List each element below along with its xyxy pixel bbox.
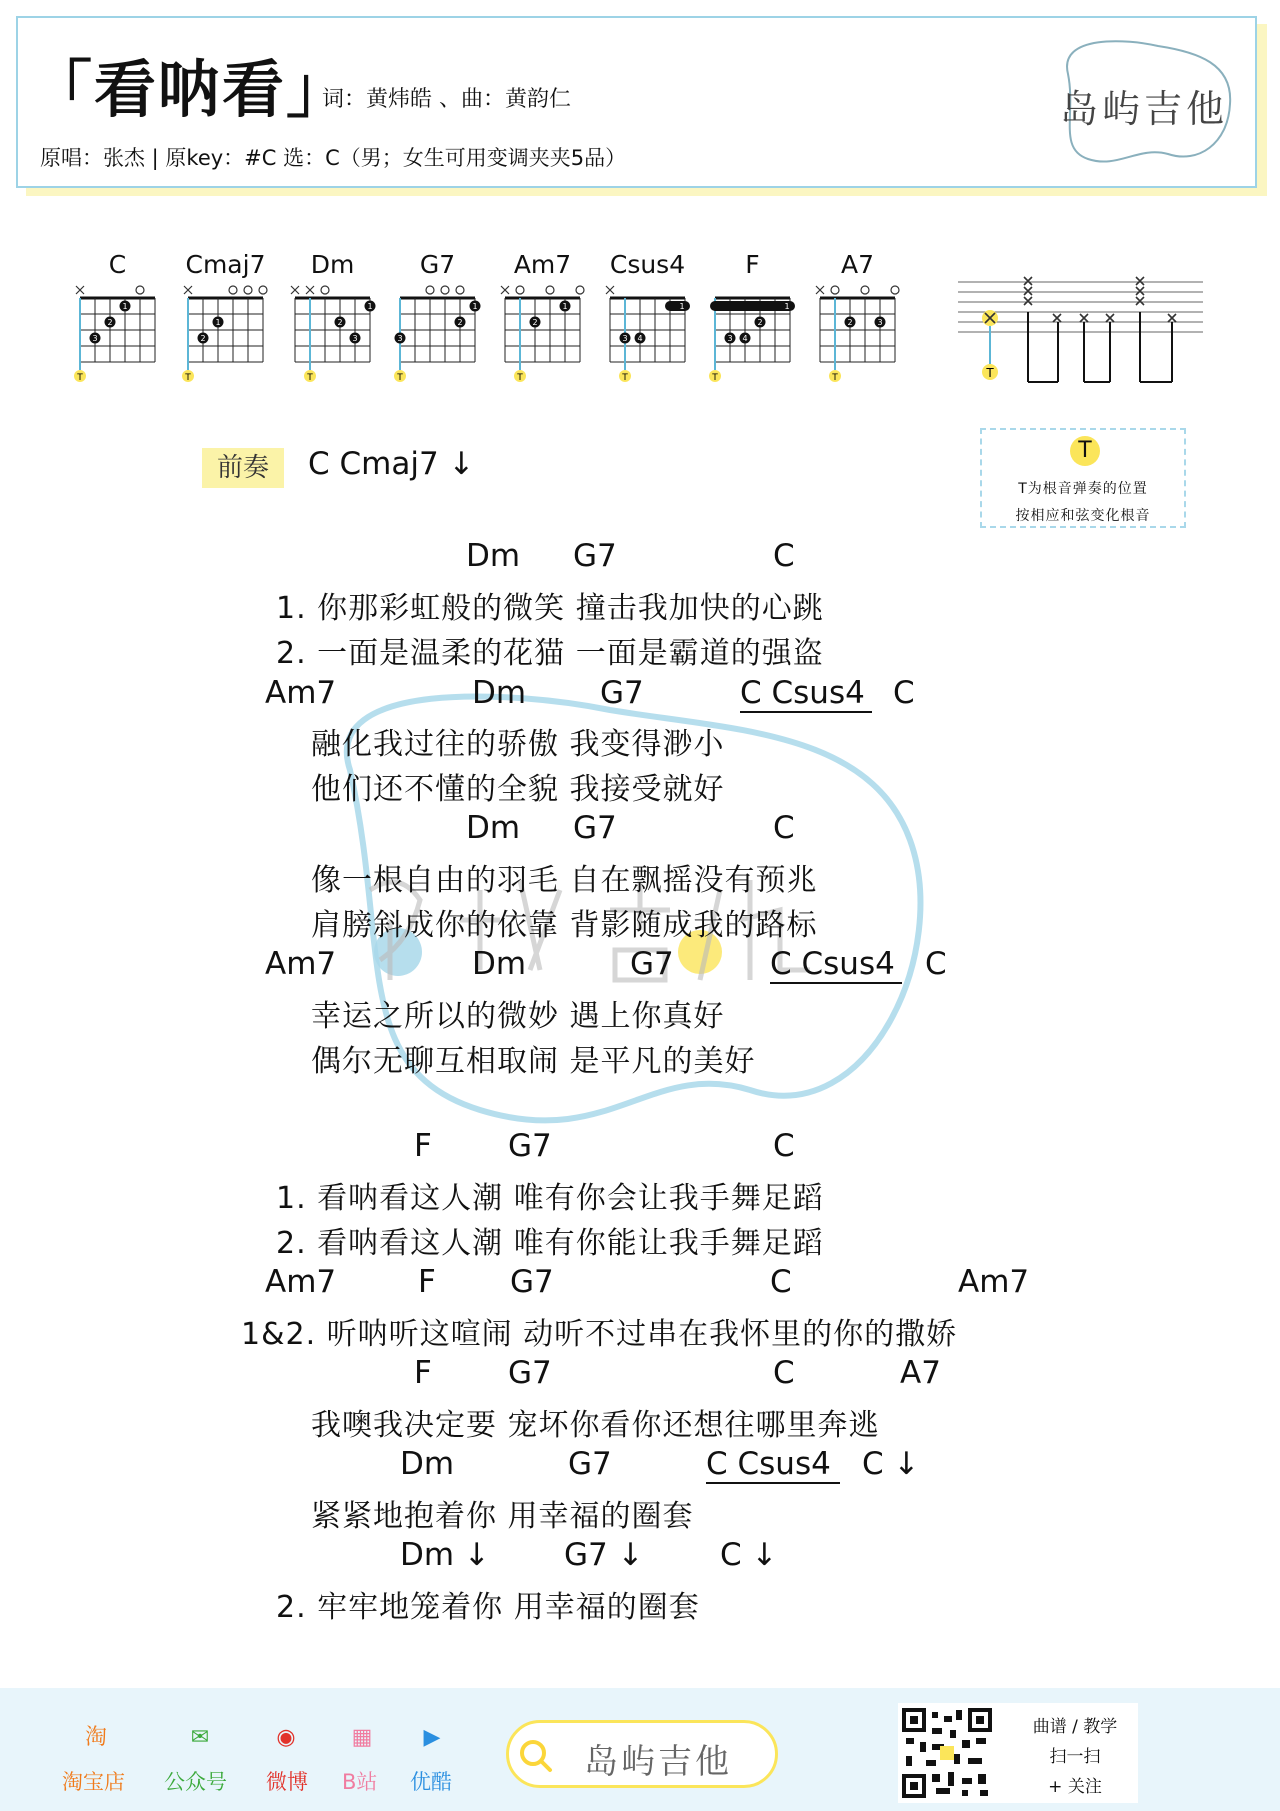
lyric-line: 像一根自由的羽毛 自在飘摇没有预兆: [311, 863, 818, 898]
lyric-line: 1. 看呐看这人潮 唯有你会让我手舞足蹈: [276, 1181, 824, 1216]
chord-label: Dm: [466, 810, 521, 846]
t-note-line1: T为根音弹奏的位置: [1018, 481, 1148, 497]
chord-diagram-name: G7: [419, 250, 456, 279]
qr-code-icon[interactable]: [902, 1708, 992, 1798]
lyric-line: 偶尔无聊互相取闹 是平凡的美好: [311, 1044, 756, 1079]
chord-label: Dm ↓: [400, 1537, 490, 1573]
intro-chords: C Cmaj7 ↓: [308, 446, 475, 482]
chord-grid: [600, 282, 695, 392]
chord-label: C Csus4: [770, 946, 895, 982]
chord-label: Am7: [958, 1264, 1030, 1300]
svg-text:1: 1: [679, 302, 685, 311]
svg-text:3: 3: [622, 334, 628, 343]
chord-label: Am7: [265, 1264, 337, 1300]
weibo-link[interactable]: 微博: [266, 1770, 308, 1794]
chord-diagram: [70, 250, 165, 400]
chord-label: G7: [573, 538, 617, 574]
chord-diagram: [390, 250, 485, 400]
wechat-link[interactable]: 公众号: [164, 1770, 227, 1794]
svg-text:T: T: [832, 373, 838, 383]
chord-diagram: [810, 250, 905, 400]
svg-text:4: 4: [637, 334, 643, 343]
chord-diagram: [495, 250, 590, 400]
chord-label: F: [414, 1355, 432, 1391]
svg-text:1: 1: [472, 302, 478, 311]
wechat-icon[interactable]: ✉: [190, 1725, 210, 1750]
chord-label: Dm: [472, 946, 527, 982]
chord-grid: [495, 282, 590, 392]
lyric-line: 2. 看呐看这人潮 唯有你能让我手舞足蹈: [276, 1226, 824, 1261]
chord-diagram: [705, 250, 800, 400]
svg-text:2: 2: [107, 318, 113, 327]
chord-label: C ↓: [862, 1446, 920, 1482]
chord-label: Dm: [400, 1446, 455, 1482]
chord-label: C: [925, 946, 947, 982]
chord-grid: [810, 282, 905, 392]
svg-text:2: 2: [337, 318, 343, 327]
svg-text:T: T: [397, 373, 403, 383]
lyric-line: 2. 牢牢地笼着你 用幸福的圈套: [276, 1590, 700, 1625]
svg-text:2: 2: [757, 318, 763, 327]
chord-grid: [178, 282, 273, 392]
song-credits: 词：黄炜皓 、曲：黄韵仁: [322, 87, 571, 112]
bilibili-icon[interactable]: ▦: [351, 1725, 373, 1750]
chord-label: C: [893, 675, 915, 711]
svg-text:3: 3: [877, 318, 883, 327]
chord-label: C: [773, 1355, 795, 1391]
svg-text:T: T: [986, 366, 994, 380]
svg-text:2: 2: [457, 318, 463, 327]
svg-text:T: T: [712, 373, 718, 383]
svg-text:2: 2: [200, 334, 206, 343]
chord-label: A7: [900, 1355, 941, 1391]
chord-label: C Csus4: [706, 1446, 831, 1482]
svg-text:1: 1: [784, 302, 790, 311]
svg-text:T: T: [77, 373, 83, 383]
svg-text:T: T: [517, 373, 523, 383]
chord-diagram-name: F: [745, 250, 760, 279]
strum-pattern: [958, 272, 1208, 412]
svg-text:4: 4: [742, 334, 748, 343]
svg-text:3: 3: [352, 334, 358, 343]
lyric-line: 融化我过往的骄傲 我变得渺小: [311, 727, 725, 762]
svg-text:1: 1: [562, 302, 568, 311]
chord-label: G7: [510, 1264, 554, 1300]
chord-grid: [705, 282, 800, 392]
chord-label: C: [773, 538, 795, 574]
chord-grid: [390, 282, 485, 392]
lyric-line: 1&2. 听呐听这喧闹 动听不过串在我怀里的你的撒娇: [241, 1317, 958, 1352]
song-title: 「看呐看」: [30, 53, 351, 126]
chord-underline: [740, 711, 872, 713]
chord-label: Dm: [466, 538, 521, 574]
svg-text:3: 3: [727, 334, 733, 343]
search-icon[interactable]: [516, 1736, 556, 1776]
chord-underline: [770, 982, 902, 984]
chord-diagram-name: Dm: [310, 250, 355, 279]
lyric-line: 我噢我决定要 宠坏你看你还想往哪里奔逃: [311, 1408, 880, 1443]
lyric-line: 他们还不懂的全貌 我接受就好: [311, 772, 725, 807]
svg-text:3: 3: [92, 334, 98, 343]
chord-diagram: [285, 250, 380, 400]
chord-diagram: [600, 250, 695, 400]
bilibili-link[interactable]: B站: [342, 1770, 378, 1794]
taobao-link[interactable]: 淘宝店: [62, 1770, 125, 1794]
svg-text:T: T: [307, 373, 313, 383]
brand-logo: 岛屿吉他: [1060, 87, 1229, 131]
qr-caption-3: + 关注: [1048, 1777, 1102, 1797]
chord-label: C Csus4: [740, 675, 865, 711]
chord-diagram-name: C: [108, 250, 127, 279]
chord-diagram-name: Cmaj7: [185, 250, 266, 279]
taobao-icon[interactable]: 淘: [84, 1725, 107, 1750]
lyric-line: 2. 一面是温柔的花猫 一面是霸道的强盗: [276, 636, 824, 671]
chord-label: F: [418, 1264, 436, 1300]
chord-grid: [285, 282, 380, 392]
chord-label: C: [770, 1264, 792, 1300]
svg-text:2: 2: [847, 318, 853, 327]
lyric-line: 1. 你那彩虹般的微笑 撞击我加快的心跳: [276, 591, 824, 626]
svg-text:3: 3: [397, 334, 403, 343]
lyric-line: 幸运之所以的微妙 遇上你真好: [311, 999, 725, 1034]
qr-caption-2: 扫一扫: [1049, 1747, 1101, 1767]
chord-label: C ↓: [720, 1537, 778, 1573]
chord-diagram-name: Csus4: [609, 250, 686, 279]
chord-label: G7 ↓: [564, 1537, 644, 1573]
svg-text:T: T: [185, 373, 191, 383]
lyric-line: 肩膀斜成你的依靠 背影随成我的路标: [311, 908, 818, 943]
chord-label: Am7: [265, 946, 337, 982]
chord-label: G7: [630, 946, 674, 982]
chord-label: F: [414, 1128, 432, 1164]
chord-label: G7: [600, 675, 644, 711]
chord-label: C: [773, 1128, 795, 1164]
chord-grid: [70, 282, 165, 392]
search-text[interactable]: 岛屿吉他: [584, 1742, 732, 1782]
t-note-line2: 按相应和弦变化根音: [1015, 508, 1151, 524]
chord-diagram-name: Am7: [513, 250, 572, 279]
song-info: 原唱：张杰 | 原key：#C 选：C（男；女生可用变调夹夹5品）: [40, 146, 627, 170]
chord-label: C: [773, 810, 795, 846]
chord-diagram-name: A7: [840, 250, 874, 279]
chord-label: G7: [573, 810, 617, 846]
chord-label: Am7: [265, 675, 337, 711]
weibo-icon[interactable]: ◉: [276, 1725, 296, 1750]
youku-icon[interactable]: ▶: [423, 1725, 441, 1750]
chord-label: Dm: [472, 675, 527, 711]
svg-text:1: 1: [122, 302, 128, 311]
intro-label: 前奏: [202, 448, 284, 488]
svg-text:T: T: [622, 373, 628, 383]
qr-caption-1: 曲谱 / 教学: [1032, 1717, 1118, 1737]
chord-underline: [706, 1482, 840, 1484]
chord-label: G7: [568, 1446, 612, 1482]
chord-label: G7: [508, 1355, 552, 1391]
svg-text:1: 1: [215, 318, 221, 327]
lyric-line: 紧紧地抱着你 用幸福的圈套: [311, 1499, 694, 1534]
t-badge: T: [1070, 436, 1100, 466]
svg-text:1: 1: [367, 302, 373, 311]
svg-text:2: 2: [532, 318, 538, 327]
youku-link[interactable]: 优酷: [410, 1770, 452, 1794]
chord-label: G7: [508, 1128, 552, 1164]
chord-diagram: [178, 250, 273, 400]
